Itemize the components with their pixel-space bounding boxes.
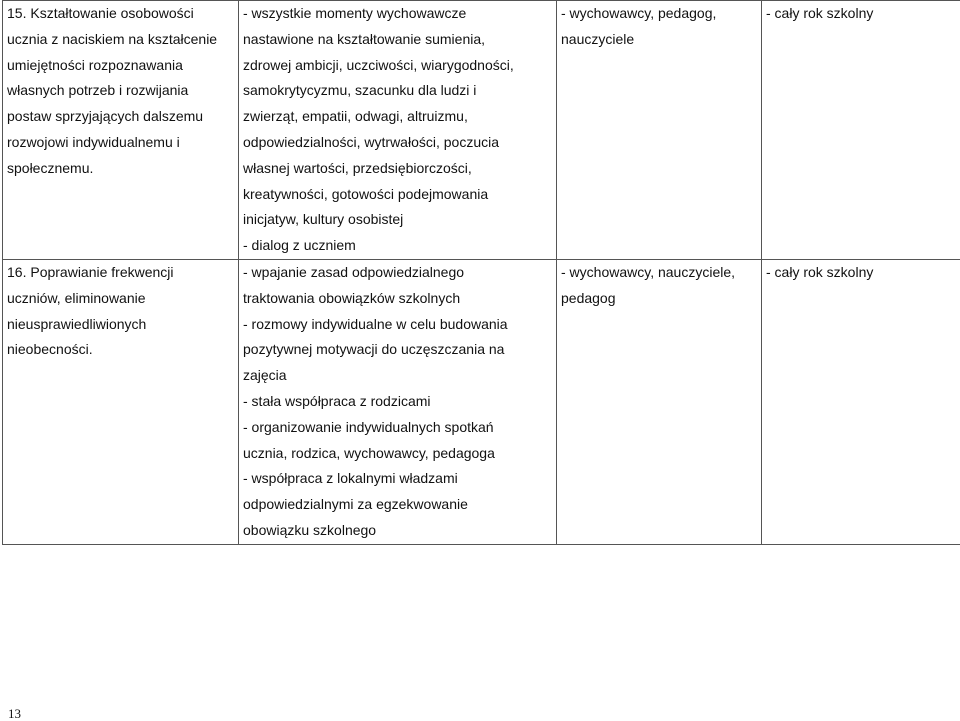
table-row — [3, 260, 960, 545]
page-number: 13 — [8, 706, 21, 721]
responsible-cell: - wychowawcy, pedagog, nauczyciele — [557, 1, 762, 260]
forms-cell: - wpajanie zasad odpowiedzialnego traktowania obowiązków szkolnych - rozmowy indywidualne w celu budowania pozytywnej motywacji do uczęszczania na zajęcia - stała współpraca z rodzicami - organizowanie indywidualnych spotkań ucznia, rodzica, wychowawcy, pedagoga - współpraca z lokalnymi władzami odpowiedzialnymi za egzekwowanie obowiązku szkolnego — [239, 260, 557, 545]
term-cell: - cały rok szkolny — [762, 1, 960, 260]
task-cell: 16. Poprawianie frekwencji uczniów, eliminowanie nieusprawiedliwionych nieobecności. — [3, 260, 239, 545]
forms-cell: - wszystkie momenty wychowawcze nastawione na kształtowanie sumienia, zdrowej ambicji, uczciwości, wiarygodności, samokrytycyzmu, szacunku dla ludzi i zwierząt, empatii, odwagi, altruizmu, odpowiedzialności, wytrwałości, poczucia własnej wartości, przedsiębiorczości, kreatywności, gotowości podejmowania inicjatyw, kultury osobistej - dialog z uczniem — [239, 1, 557, 260]
table-row — [3, 1, 960, 260]
responsible-cell: - wychowawcy, nauczyciele, pedagog — [557, 260, 762, 545]
term-cell: - cały rok szkolny — [762, 260, 960, 545]
task-cell: 15. Kształtowanie osobowości ucznia z naciskiem na kształcenie umiejętności rozpoznawania własnych potrzeb i rozwijania postaw sprzyjających dalszemu rozwojowi indywidualnemu i społecznemu. — [3, 1, 239, 260]
educational-plan-table — [2, 0, 960, 545]
plan-table-wrapper — [2, 0, 960, 545]
